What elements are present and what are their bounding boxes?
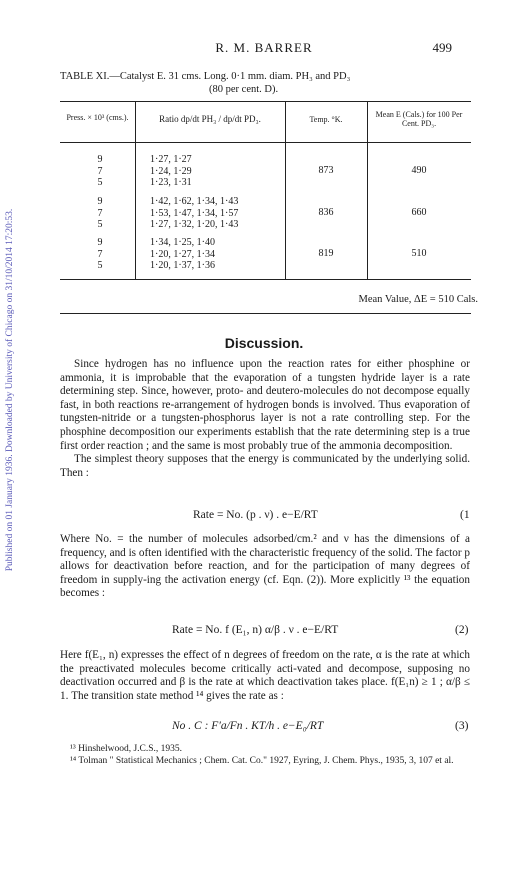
table-caption-line-1: TABLE XI.—Catalyst E. 31 cms. Long. 0·1 mm. diam. PH₃ and PD₃: [60, 71, 351, 82]
mean-value-text: Mean Value, ΔE = 510 Cals.: [358, 294, 478, 305]
paragraph-2: The simplest theory supposes that the energy is communicated by the underlying solid. Then :: [60, 453, 470, 479]
press-cell: 9 7 5: [97, 154, 103, 188]
equation-1: Rate = No. (p . ν) . e−E/RT: [193, 509, 318, 521]
ratio-cell: 1·42, 1·62, 1·34, 1·43 1·53, 1·47, 1·34, 1·57 1·27, 1·32, 1·20, 1·43: [150, 196, 239, 230]
section-title: Discussion.: [224, 335, 304, 351]
page-number: 499: [432, 40, 452, 55]
paragraph-4: Here f(E₁, n) expresses the effect of n degrees of freedom on the rate, α is the rate at which the preactivated molecules become critically acti-vated and decompose, supposing no deactivation occurred and β is the rate at which deactivation takes place. f(E₁n) ≥ 1 ; α/β ≤ 1. The transition state method ¹⁴ gives the rate as :: [60, 649, 470, 702]
table-header-rule: [60, 142, 471, 143]
paragraph-3: Where No. = the number of molecules adsorbed/cm.² and ν has the dimensions of a frequency, and is often identified with the characteristic frequency of the solid. The factor p allows for deactivation before reaction, and for the participation of many degrees of freedom in supply-ing the activation energy (cf. Eqn. (2)). More explicitly ¹³ the equation becomes :: [60, 533, 470, 600]
temp-cell: 819: [318, 248, 334, 259]
header-pressure: Press. × 10³ (cms.).: [66, 113, 129, 122]
mean-e-cell: 490: [411, 165, 427, 176]
running-header: [0, 40, 528, 56]
temp-cell: 836: [318, 207, 334, 218]
table-top-rule: [60, 101, 471, 102]
header-ratio: Ratio dp/dt PH₃ / dp/dt PD₃.: [159, 114, 261, 124]
table-bottom-rule: [60, 279, 471, 280]
footnotes: [60, 744, 470, 767]
table-caption-line-2: (80 per cent. D).: [209, 84, 279, 95]
equation-3: No . C : F′a/Fn . KT/h . e−E₀/RT: [172, 720, 324, 732]
download-watermark: [2, 150, 18, 630]
press-cell: 9 7 5: [97, 237, 103, 271]
ratio-cell: 1·34, 1·25, 1·40 1·20, 1·27, 1·34 1·20, 1·37, 1·36: [150, 237, 215, 271]
table-col-divider: [135, 101, 136, 279]
section-rule: [60, 313, 471, 314]
header-mean-e: Mean E (Cals.) for 100 Per Cent. PD₃.: [375, 110, 463, 128]
watermark-text: Published on 01 January 1936. Downloaded by University of Chicago on 31/10/2014 17:20:53.: [5, 208, 15, 572]
author-header: R. M. BARRER: [215, 40, 313, 55]
table-caption: [60, 70, 480, 96]
temp-cell: 873: [318, 165, 334, 176]
equation-2: Rate = No. f (E₁, n) α/β . ν . e−E/RT: [172, 624, 339, 636]
footnote-13: ¹³ Hinshelwood, J.C.S., 1935.: [70, 744, 183, 754]
paragraph-1: Since hydrogen has no influence upon the reaction rates for either phosphine or ammonia, it is improbable that the evaporation of a tungsten hydride layer is a rate determining step. Since, however, proto- and deutero-molecules do not decompose equally fast, in both reactions re-arrangement of hydrogen bonds is involved. Thus evaporation of tungsten-nitride or a tungsten-phosphorus layer is not a rate controlling step. For the phosphine decomposition our experiments establish that the rate determining step is a true first order reaction ; and the same is most probably true of the ammonia decomposition. The simplest theory supposes that the energy is communicated by the underlying solid. Then :: [60, 358, 470, 479]
mean-e-cell: 510: [411, 248, 427, 259]
equation-3-number: (3): [455, 720, 469, 732]
ratio-cell: 1·27, 1·27 1·24, 1·29 1·23, 1·31: [150, 154, 192, 188]
press-cell: 9 7 5: [97, 196, 103, 230]
footnote-14: ¹⁴ Tolman " Statistical Mechanics ; Chem. Cat. Co." 1927, Eyring, J. Chem. Phys., 1935, 3, 107 et al.: [70, 755, 454, 766]
equation-2-number: (2): [455, 624, 469, 636]
header-temp: Temp. °K.: [309, 115, 343, 124]
mean-e-cell: 660: [411, 207, 427, 218]
equation-1-number: (1: [460, 509, 470, 521]
